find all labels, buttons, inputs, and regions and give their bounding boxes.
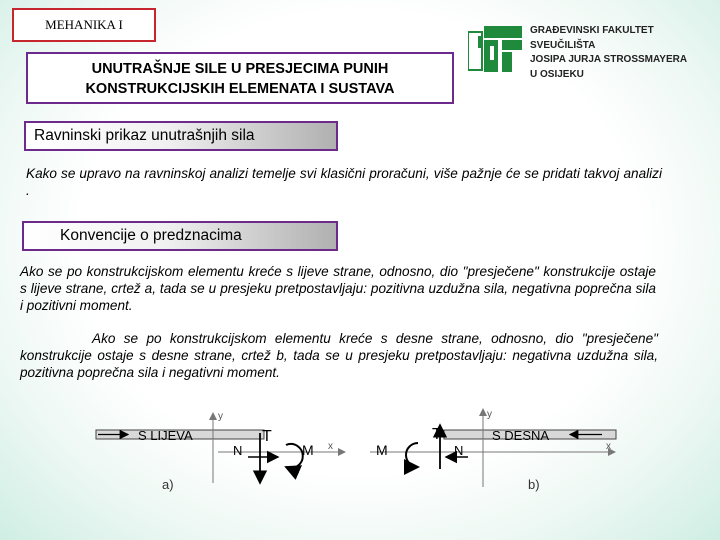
shear-label-b: T (432, 426, 442, 443)
course-label: MEHANIKA I (12, 8, 156, 42)
moment-label-a: M (302, 442, 314, 458)
axial-label-b: N (454, 443, 464, 458)
caption-b: b) (528, 477, 540, 492)
faculty-line-2: SVEUČILIŠTA (530, 39, 596, 51)
axial-label-a: N (233, 443, 243, 458)
caption-a: a) (162, 477, 174, 492)
sign-convention-figure (90, 405, 630, 505)
direction-label-b: S DESNA (492, 428, 550, 443)
figure-b (370, 409, 616, 492)
x-label-a: x (328, 441, 333, 452)
convention-heading: Konvencije o predznacima (22, 221, 338, 251)
planar-paragraph: Kako se upravo na ravninskoj analizi temelje svi klasični proračuni, više pažnje će se pridati takvoj analizi . (26, 166, 662, 198)
faculty-line-1: GRAĐEVINSKI FAKULTET (530, 25, 654, 36)
planar-heading: Ravninski prikaz unutrašnjih sila (24, 121, 338, 151)
shear-label-a: T (262, 428, 272, 445)
faculty-line-4: U OSIJEKU (530, 68, 584, 80)
convention-paragraph-right: Ako se po konstrukcijskom elementu kreće s desne strane, odnosno, dio "presječene" konstrukcije ostaje s desne strane, crtež b, tada se u presjeku pretpostavljaju: negativna uzdužna sila, pozitivna poprečna sila i negativni moment. (20, 331, 658, 380)
faculty-line-3: JOSIPA JURJA STROSSMAYERA (530, 54, 688, 66)
slide-title (26, 52, 454, 104)
slide-title-line1: UNUTRAŠNJE SILE U PRESJECIMA PUNIH (91, 61, 389, 77)
moment-label-b: M (376, 442, 388, 458)
y-label-a: y (218, 411, 223, 422)
direction-label-a: S LIJEVA (138, 428, 193, 443)
y-label-b: y (487, 409, 492, 420)
moment-arrow-a (286, 444, 303, 468)
convention-paragraph-left: Ako se po konstrukcijskom elementu kreće s lijeve strane, odnosno, dio "presječene" konstrukcije ostaje s lijeve strane, crtež a, tada se u presjeku pretpostavljaju: pozitivna uzdužna sila, negativna poprečna sila i pozitivni moment. (20, 264, 656, 313)
faculty-logo-icon (468, 24, 524, 76)
slide-title-line2: KONSTRUKCIJSKIH ELEMENATA I SUSTAVA (85, 81, 395, 97)
x-label-b: x (606, 441, 611, 452)
moment-arrow-b (406, 443, 418, 467)
figure-a (96, 411, 345, 492)
faculty-name (530, 24, 687, 82)
